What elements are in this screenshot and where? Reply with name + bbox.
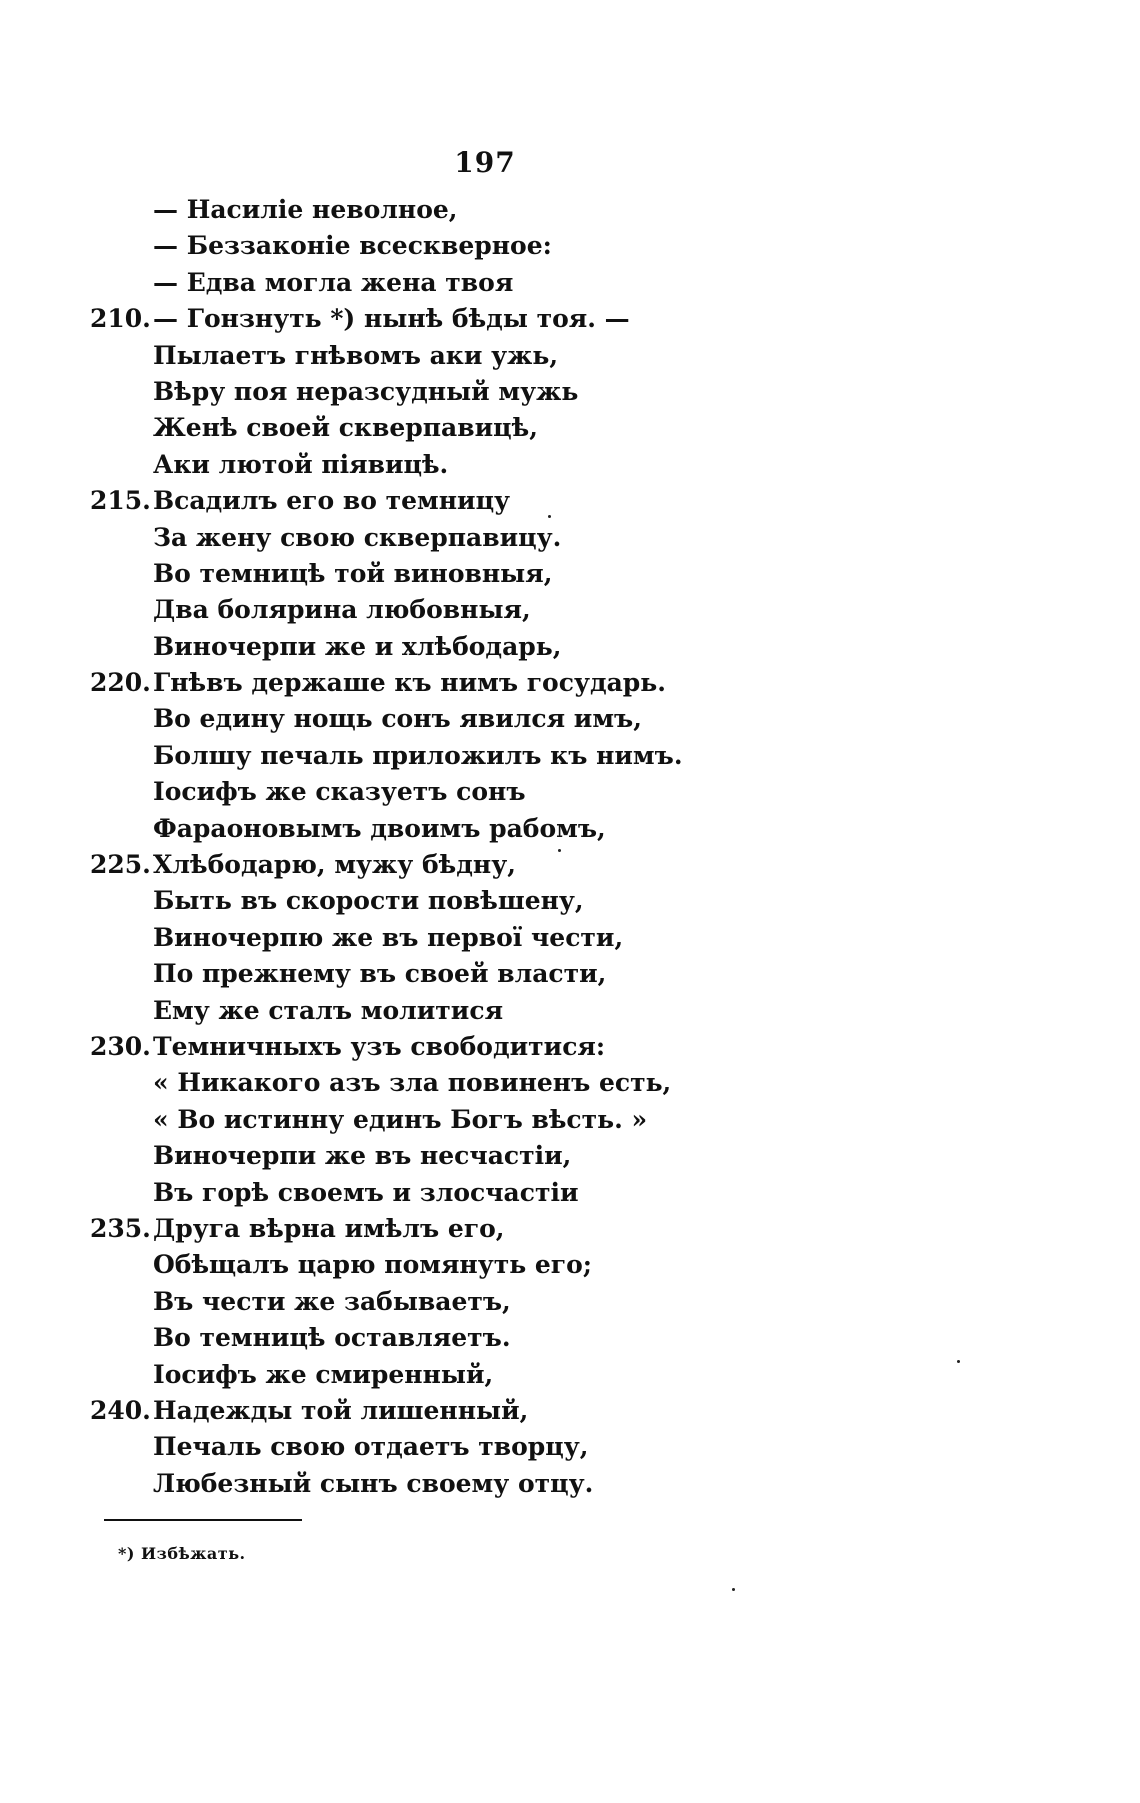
footnote-separator-rule [104, 1519, 302, 1521]
poem-line [90, 811, 990, 847]
poem-line-text: Темничныхъ узъ свободитися: [153, 1031, 606, 1061]
poem-line-text: Любезный сынъ своему отцу. [153, 1468, 594, 1498]
line-number: 235. [90, 1213, 151, 1243]
poem-line [90, 701, 990, 737]
footnote: *) Избѣжать. [118, 1544, 246, 1563]
poem-line-text: По прежнему въ своей власти, [153, 959, 607, 989]
poem-line [90, 956, 990, 992]
poem-body [90, 192, 990, 1502]
poem-line-text: — Едва могла жена твоя [153, 267, 514, 297]
poem-line [90, 1065, 990, 1101]
poem-line-text: Фараоновымъ двоимъ рабомъ, [153, 813, 606, 843]
print-speck [558, 849, 561, 852]
poem-line [90, 738, 990, 774]
poem-line [90, 410, 990, 446]
poem-line [90, 883, 990, 919]
poem-line [90, 1284, 990, 1320]
poem-line-text: Хлѣбодарю, мужу бѣдну, [153, 850, 516, 880]
poem-line-text: Во едину нощь сонъ явился имъ, [153, 704, 642, 734]
poem-line [90, 920, 990, 956]
poem-line [90, 1211, 990, 1247]
poem-line-text: Вѣру поя неразсудный мужь [153, 376, 579, 406]
poem-line [90, 1466, 990, 1502]
poem-line [90, 1102, 990, 1138]
poem-line-text: Во темницѣ той виновныя, [153, 558, 553, 588]
poem-line-text: Въ чести же забываетъ, [153, 1286, 511, 1316]
poem-line-text: Печаль свою отдаетъ творцу, [153, 1432, 589, 1462]
poem-line [90, 665, 990, 701]
poem-line [90, 592, 990, 628]
poem-line [90, 483, 990, 519]
poem-line-text: Гнѣвъ держаше къ нимъ государь. [153, 668, 666, 698]
poem-line-text: Болшу печаль приложилъ къ нимъ. [153, 740, 683, 770]
poem-line-text: Виночерпи же въ несчастіи, [153, 1141, 572, 1171]
print-speck [957, 1360, 960, 1363]
poem-line-text: Аки лютой піявицѣ. [153, 449, 449, 479]
poem-line [90, 301, 990, 337]
poem-line [90, 192, 990, 228]
poem-line-text: Іосифъ же сказуетъ сонъ [153, 777, 526, 807]
poem-line [90, 993, 990, 1029]
poem-line [90, 1247, 990, 1283]
poem-line-text: « Никакого азъ зла повиненъ есть, [153, 1068, 672, 1098]
poem-line [90, 629, 990, 665]
poem-line-text: Женѣ своей скверпавицѣ, [153, 413, 538, 443]
poem-line [90, 1175, 990, 1211]
line-number: 225. [90, 850, 151, 880]
poem-line-text: Во темницѣ оставляетъ. [153, 1323, 511, 1353]
poem-line-text: Виночерпю же въ первої чести, [153, 922, 624, 952]
poem-line [90, 1393, 990, 1429]
poem-line [90, 556, 990, 592]
poem-line-text: Два болярина любовныя, [153, 595, 531, 625]
poem-line [90, 1138, 990, 1174]
print-speck [548, 515, 551, 518]
poem-line [90, 520, 990, 556]
poem-line-text: Іосифъ же смиренный, [153, 1359, 494, 1389]
poem-line [90, 1029, 990, 1065]
poem-line [90, 338, 990, 374]
poem-line [90, 447, 990, 483]
poem-line-text: — Беззаконіе всескверное: [153, 231, 552, 261]
poem-line-text: Друга вѣрна имѣлъ его, [153, 1213, 505, 1243]
poem-line-text: — Гонзнуть *) нынѣ бѣды тоя. — [153, 304, 630, 334]
poem-line-text: Пылаетъ гнѣвомъ аки ужь, [153, 340, 559, 370]
poem-line [90, 1320, 990, 1356]
poem-line [90, 228, 990, 264]
line-number: 230. [90, 1031, 151, 1061]
poem-line-text: Виночерпи же и хлѣбодарь, [153, 631, 562, 661]
line-number: 220. [90, 668, 151, 698]
poem-line-text: — Насиліе неволное, [153, 195, 458, 224]
line-number: 240. [90, 1395, 151, 1425]
poem-line [90, 374, 990, 410]
print-speck [732, 1588, 735, 1591]
page-number: 197 [454, 146, 516, 179]
poem-line-text: « Во истинну единъ Богъ вѣсть. » [153, 1104, 648, 1134]
poem-line [90, 847, 990, 883]
poem-line-text: Обѣщалъ царю помянуть его; [153, 1250, 593, 1280]
poem-line [90, 1357, 990, 1393]
line-number: 215. [90, 486, 151, 516]
line-number: 210. [90, 304, 151, 334]
poem-line-text: Всадилъ его во темницу [153, 486, 511, 516]
poem-line [90, 774, 990, 810]
poem-line-text: Быть въ скорости повѣшену, [153, 886, 584, 916]
poem-line [90, 265, 990, 301]
poem-line-text: За жену свою скверпавицу. [153, 522, 562, 552]
poem-line-text: Въ горѣ своемъ и злосчастіи [153, 1177, 579, 1207]
poem-line [90, 1429, 990, 1465]
poem-line-text: Надежды той лишенный, [153, 1395, 529, 1425]
poem-line-text: Ему же сталъ молитися [153, 995, 504, 1025]
